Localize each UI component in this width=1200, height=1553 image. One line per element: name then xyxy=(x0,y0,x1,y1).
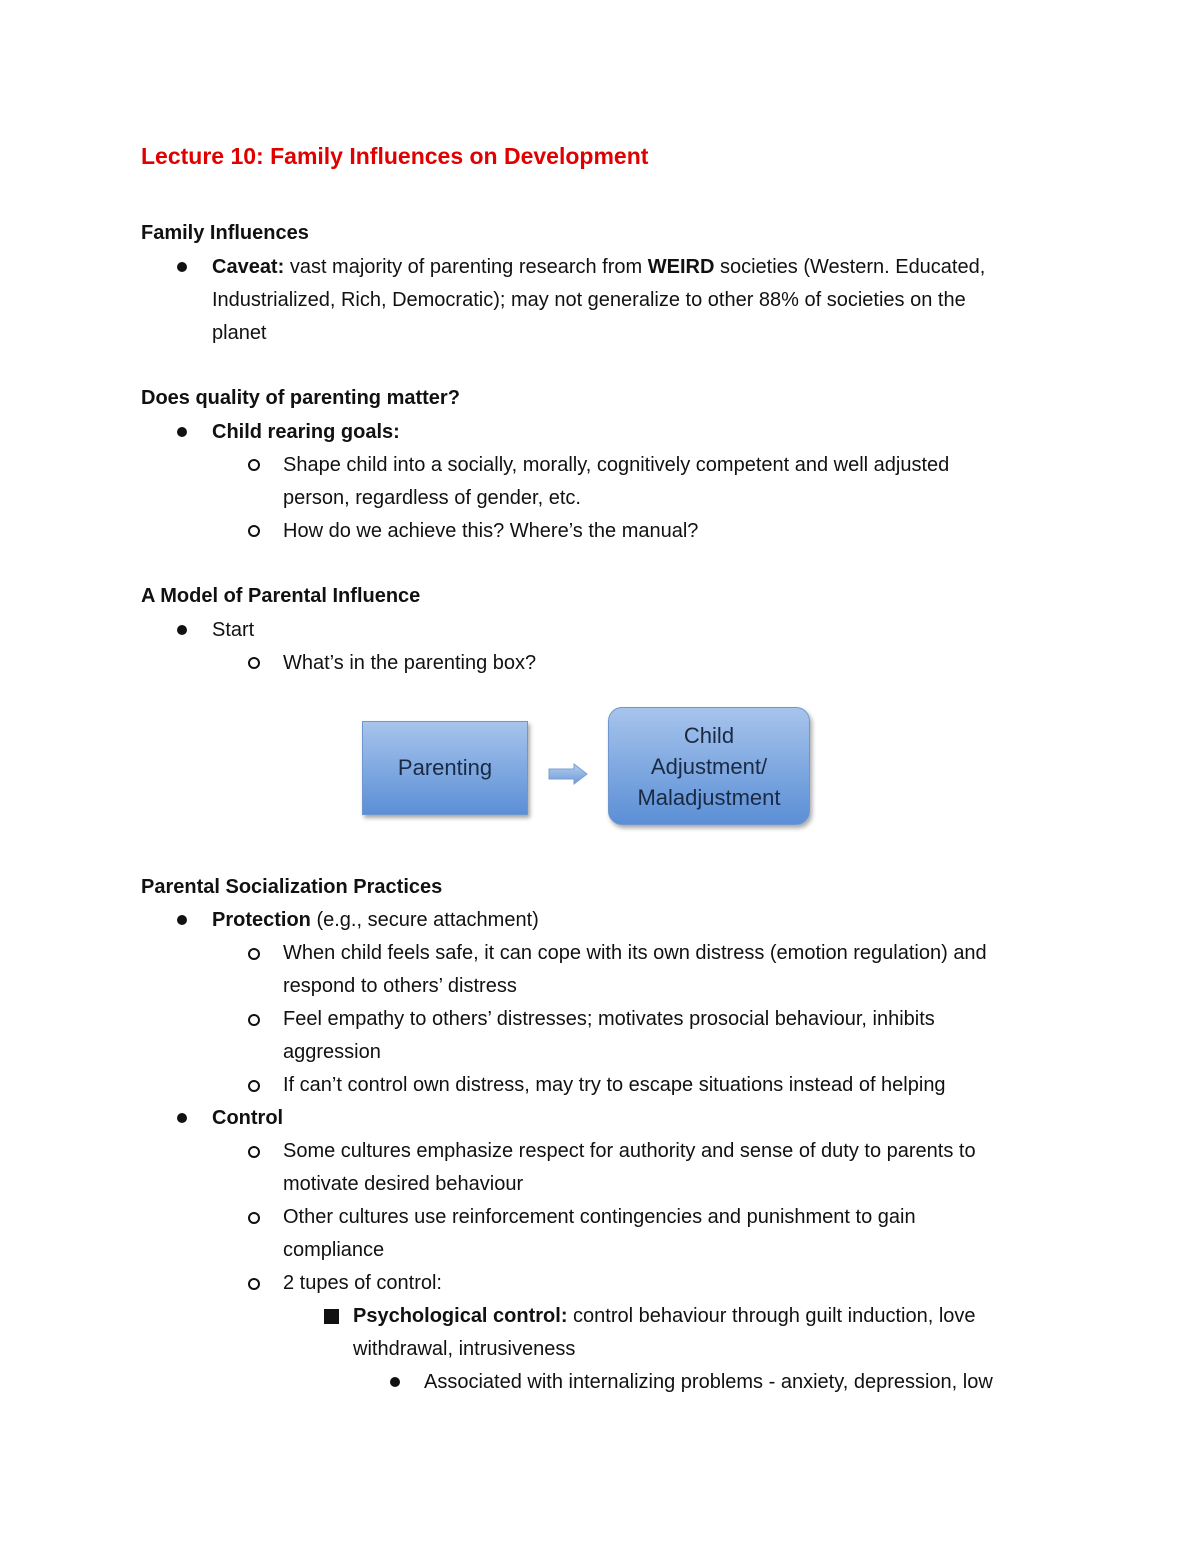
control-point-2-line-1: Other cultures use reinforcement contingencies and punishment to gain xyxy=(283,1206,916,1228)
control-point-1-line-1: Some cultures emphasize respect for authority and sense of duty to parents to xyxy=(283,1140,976,1162)
protection-point-2-line-1: Feel empathy to others’ distresses; motivates prosocial behaviour, inhibits xyxy=(283,1008,935,1030)
protection-point-1-line-1: When child feels safe, it can cope with its own distress (emotion regulation) and xyxy=(283,942,987,964)
bullet-dot xyxy=(177,262,187,272)
heading-family-influences: Family Influences xyxy=(141,222,309,244)
psychological-control-label: Psychological control: xyxy=(353,1305,568,1327)
associated-problems: Associated with internalizing problems - anxiety, depression, low xyxy=(424,1371,993,1393)
bullet-dot xyxy=(177,1113,187,1123)
page-title: Lecture 10: Family Influences on Development xyxy=(141,143,649,169)
heading-model-of-parental-influence: A Model of Parental Influence xyxy=(141,585,421,607)
protection-label: Protection xyxy=(212,909,311,931)
bullet-dot xyxy=(390,1377,400,1387)
caveat-line-1 xyxy=(212,251,985,284)
bullet-circle xyxy=(248,1014,260,1026)
bullet-circle xyxy=(248,1080,260,1092)
control-point-1-line-2: motivate desired behaviour xyxy=(283,1173,524,1195)
protection-point-2-line-2: aggression xyxy=(283,1041,381,1063)
goal-1-line-1: Shape child into a socially, morally, cognitively competent and well adjusted xyxy=(283,454,950,476)
bullet-square xyxy=(324,1309,339,1324)
parenting-box: Parenting xyxy=(362,721,528,815)
right-arrow-icon xyxy=(548,763,588,785)
child-adjustment-box xyxy=(608,707,810,825)
bullet-circle xyxy=(248,459,260,471)
caveat-line-2: Industrialized, Rich, Democratic); may not generalize to other 88% of societies on the xyxy=(212,289,966,311)
caveat-label: Caveat: xyxy=(212,256,285,278)
goal-1-line-2: person, regardless of gender, etc. xyxy=(283,487,581,509)
weird-term: WEIRD xyxy=(647,256,715,278)
parenting-diagram xyxy=(360,705,815,830)
bullet-circle xyxy=(248,948,260,960)
child-box-line-3: Maladjustment xyxy=(637,784,781,810)
child-box-line-2: Adjustment/ xyxy=(650,753,768,779)
bullet-dot xyxy=(177,625,187,635)
psychological-control-text: control behaviour through guilt induction, love xyxy=(567,1305,976,1327)
start-item: Start xyxy=(212,619,255,641)
heading-parental-socialization: Parental Socialization Practices xyxy=(141,876,443,898)
bullet-circle xyxy=(248,657,260,669)
child-box-line-1: Child xyxy=(683,722,735,748)
control-point-2-line-2: compliance xyxy=(283,1239,385,1261)
caveat-text-a: vast majority of parenting research from xyxy=(284,256,648,278)
heading-quality-of-parenting: Does quality of parenting matter? xyxy=(141,387,460,409)
bullet-circle xyxy=(248,1278,260,1290)
caveat-text-b: societies (Western. Educated, xyxy=(714,256,986,278)
goal-2: How do we achieve this? Where’s the manual? xyxy=(283,520,699,542)
parenting-box-question: What’s in the parenting box? xyxy=(283,652,537,674)
bullet-dot xyxy=(177,915,187,925)
bullet-circle xyxy=(248,525,260,537)
control-item: Control xyxy=(212,1107,284,1129)
psychological-control-line-2: withdrawal, intrusiveness xyxy=(353,1338,576,1360)
caveat-line-3: planet xyxy=(212,322,267,344)
psychological-control-line-1 xyxy=(353,1300,976,1333)
control-point-3: 2 tupes of control: xyxy=(283,1272,442,1294)
bullet-circle xyxy=(248,1212,260,1224)
bullet-circle xyxy=(248,1146,260,1158)
child-rearing-goals: Child rearing goals: xyxy=(212,421,400,443)
bullet-dot xyxy=(177,427,187,437)
protection-point-1-line-2: respond to others’ distress xyxy=(283,975,517,997)
protection-point-3: If can’t control own distress, may try to escape situations instead of helping xyxy=(283,1074,946,1096)
protection-item xyxy=(212,904,539,937)
protection-rest: (e.g., secure attachment) xyxy=(310,909,539,931)
